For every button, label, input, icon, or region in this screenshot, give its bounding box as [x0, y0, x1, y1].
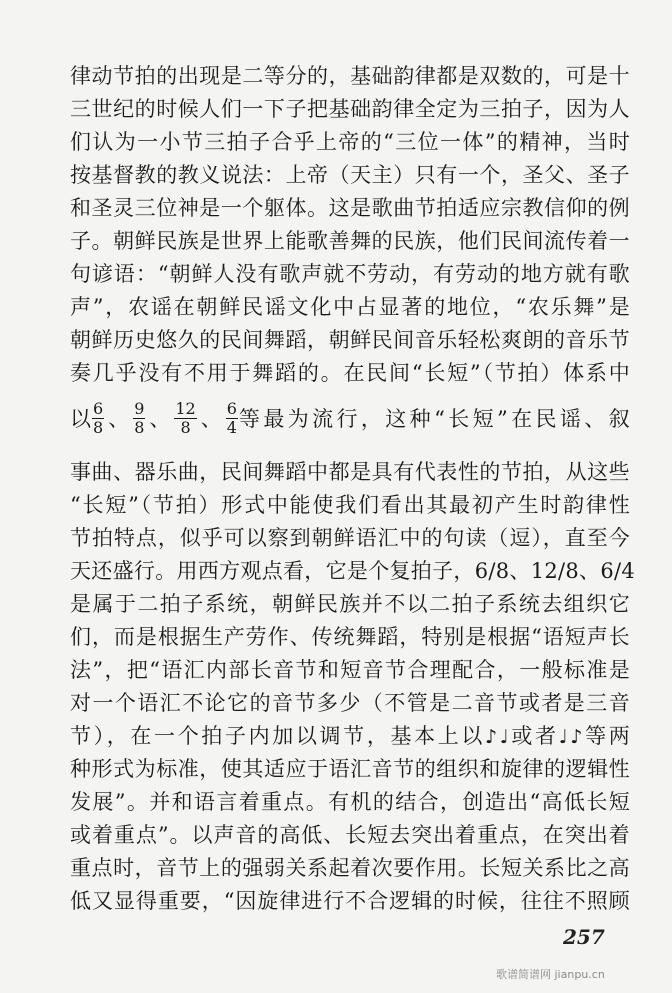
text-line: 按基督教的教义说法：上帝（天主）只有一个，圣父、圣子	[70, 163, 630, 187]
text-line: 或着重点”。以声音的高低、长短去突出着重点，在突出着	[70, 823, 630, 847]
text-line: 发展”。并和语言着重点。有机的结合，创造出“高低长短	[70, 790, 630, 814]
text-line: 们，而是根据生产劳作、传统舞蹈，特别是根据“语短声长	[70, 625, 630, 649]
text-line: “长短”（节拍）形式中能使我们看出其最初产生时韵律性	[70, 493, 630, 517]
text-line: 天还盛行。用西方观点看，它是个复拍子，6/8、12/8、6/4	[70, 559, 636, 583]
text-line: 事曲、器乐曲，民间舞蹈中都是具有代表性的节拍，从这些	[70, 460, 630, 484]
text-line: 法”，把“语汇内部长音节和短音节合理配合，一般标准是	[70, 658, 630, 682]
watermark: 歌谱简谱网 jianpu.cn	[496, 968, 605, 981]
text-line: 句谚语：“朝鲜人没有歌声就不劳动，有劳动的地方就有歌	[70, 262, 630, 286]
text-line: 节拍特点，似乎可以察到朝鲜语汇中的句读（逗），直至今	[70, 526, 630, 550]
text-line: 和圣灵三位神是一个躯体。这是歌曲节拍适应宗教信仰的例	[70, 196, 630, 220]
time-signature-fraction: $\frac{12}{8}$	[175, 398, 196, 437]
fraction-line: 以 $\frac{6}{8}$ 、 $\frac{9}{8}$ 、 $\frac{12}{8}$ 、 $\frac{6}{4}$ 等最为流行，这种“长短”在民谣、叙	[70, 398, 630, 437]
fraction-suffix: 等最为流行，这种“长短”在民谣、叙	[238, 407, 630, 431]
time-signature-fraction: $\frac{6}{8}$	[93, 398, 104, 437]
text-line: 对一个语汇不论它的音节多少（不管是二音节或者是三音	[70, 691, 630, 715]
text-line: 低又显得重要，“因旋律进行不合逻辑的时候，往往不照顾	[70, 889, 630, 913]
text-line: 子。朝鲜民族是世界上能歌善舞的民族，他们民间流传着一	[70, 229, 630, 253]
time-signature-fraction: $\frac{9}{8}$	[134, 398, 145, 437]
text-line: 律动节拍的出现是二等分的，基础韵律都是双数的，可是十	[70, 64, 630, 88]
time-signature-fraction: $\frac{6}{4}$	[226, 398, 237, 437]
text-line: 奏几乎没有不用于舞蹈的。在民间“长短”（节拍）体系中	[70, 361, 630, 385]
text-line: 重点时，音节上的强弱关系起着次要作用。长短关系比之高	[70, 856, 630, 880]
text-line: 朝鲜历史悠久的民间舞蹈，朝鲜民间音乐轻松爽朗的音乐节	[70, 328, 630, 352]
note-line: 节），在一个拍子内加以调节，基本上以♪♩或者♩♪等两	[70, 724, 631, 748]
text-line: 三世纪的时候人们一下子把基础韵律全定为三拍子，因为人	[70, 97, 630, 121]
text-line: 种形式为标准，使其适应于语汇音节的组织和旋律的逻辑性	[70, 757, 630, 781]
text-line: 声”，农谣在朝鲜民谣文化中占显著的地位，“农乐舞”是	[70, 295, 630, 319]
page-number: 257	[563, 925, 605, 949]
text-line: 是属于二拍子系统，朝鲜民族并不以二拍子系统去组织它	[70, 592, 630, 616]
eighth-quarter-note-icon: ♪♩	[485, 726, 512, 748]
fraction-prefix: 以	[70, 407, 91, 431]
quarter-eighth-note-icon: ♩♪	[558, 726, 586, 748]
text-line: 们认为一小节三拍子合乎上帝的“三位一体”的精神，当时	[70, 130, 630, 154]
